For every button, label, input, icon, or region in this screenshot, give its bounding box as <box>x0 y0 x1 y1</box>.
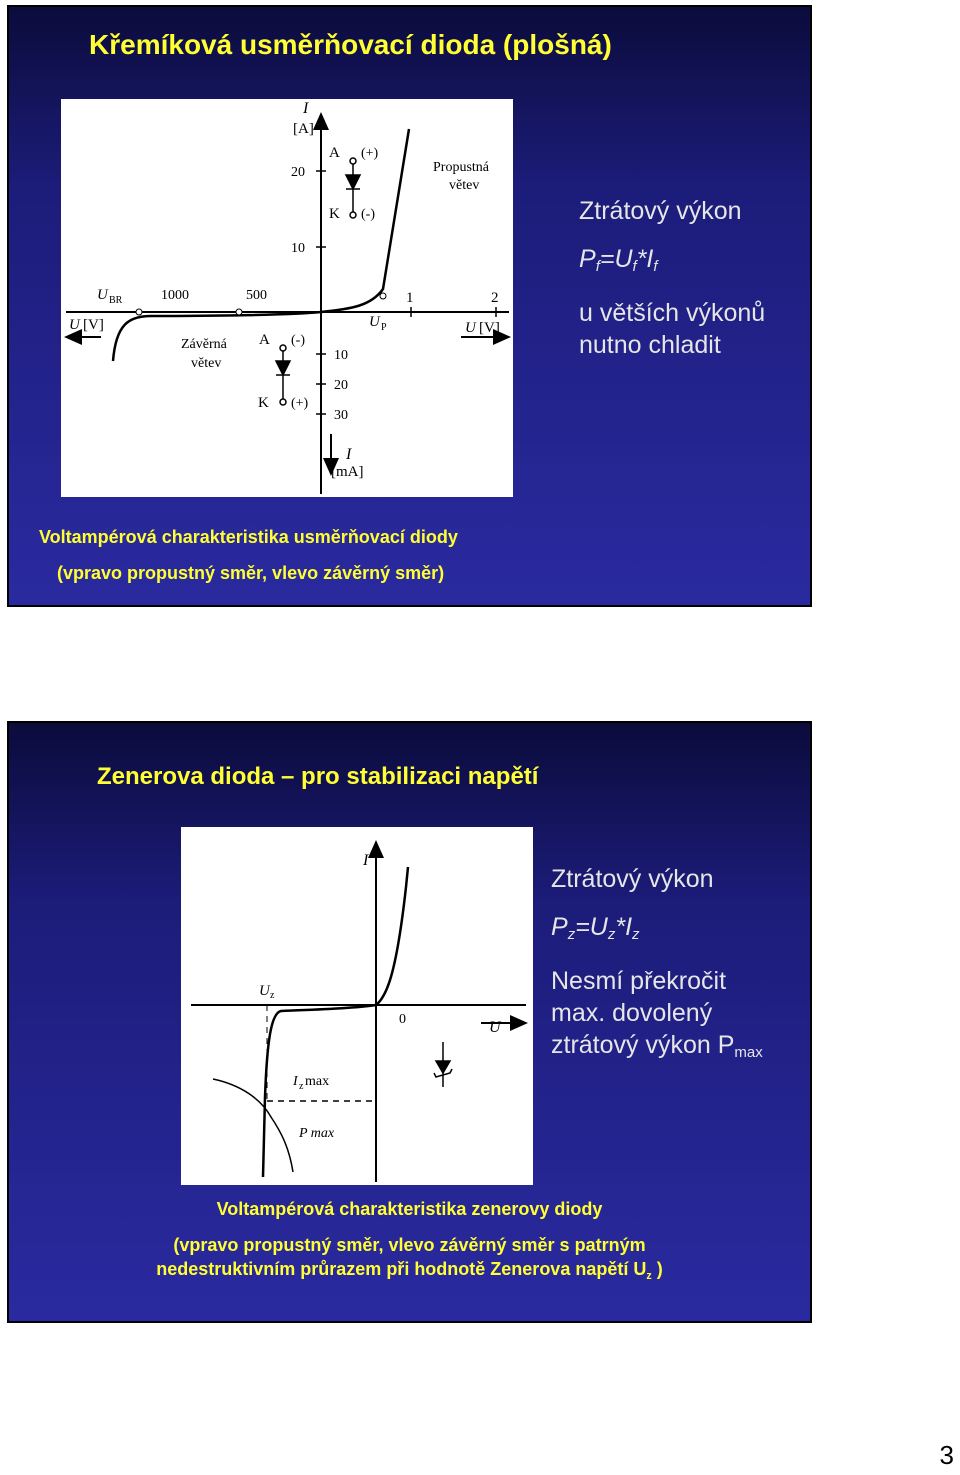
u-axis-label-left: U <box>69 317 80 333</box>
anode-label-rev: A <box>259 332 270 348</box>
u-p-label: U <box>369 314 380 330</box>
tick-30-ma: 30 <box>334 408 348 423</box>
forward-branch-label-1: Propustná <box>433 160 489 175</box>
limit-note-1: Nesmí překročit <box>551 967 727 995</box>
tick-10-ma: 10 <box>334 348 348 363</box>
zener-u-axis-label: U <box>489 1019 501 1036</box>
tick-10-a: 10 <box>291 241 305 256</box>
limit-note-2: max. dovolený <box>551 999 713 1027</box>
iz-max-sub: z <box>299 1081 304 1092</box>
zener-diode-symbol <box>434 1042 452 1087</box>
tick-20-ma: 20 <box>334 378 348 393</box>
i-unit-reverse: [mA] <box>331 464 364 480</box>
tick-20-a: 20 <box>291 165 305 180</box>
zener-power-heading: Ztrátový výkon <box>551 865 714 893</box>
figure-caption-1: Voltampérová charakteristika usměrňovací diody <box>39 527 458 547</box>
tick-500-v: 500 <box>246 288 267 303</box>
cathode-label-rev: K <box>258 395 269 411</box>
i-axis-label: I <box>303 100 309 117</box>
tick-2-v: 2 <box>491 290 499 306</box>
uz-label: U <box>259 983 270 999</box>
cooling-note-1: u větších výkonů <box>579 299 766 327</box>
slide-title: Křemíková usměrňovací dioda (plošná) <box>89 29 612 60</box>
plus-label-rev: (+) <box>291 396 309 411</box>
u-br-marker <box>136 309 142 315</box>
reverse-branch-label-1: Závěrná <box>181 337 227 352</box>
zener-caption-1: Voltampérová charakteristika zenerovy diody <box>216 1199 603 1219</box>
minus-label-rev: (-) <box>291 333 305 348</box>
zener-reverse-curve <box>263 1005 376 1177</box>
forward-branch-label-2: větev <box>449 178 480 193</box>
u-p-sub: P <box>381 322 387 333</box>
u-unit-left: [V] <box>83 317 104 333</box>
reverse-500-marker <box>236 309 242 315</box>
p-max-label: P max <box>299 1126 335 1141</box>
iz-max-label: I <box>293 1074 298 1089</box>
power-loss-heading: Ztrátový výkon <box>579 197 742 225</box>
plus-label-fwd: (+) <box>361 146 379 161</box>
slide-rectifier-diode <box>7 5 812 607</box>
cooling-note-2: nutno chladit <box>579 331 721 359</box>
slide-zener-diode <box>7 721 812 1323</box>
page-number: 3 <box>939 1440 954 1470</box>
uz-sub: z <box>270 990 275 1001</box>
u-axis-label-right: U <box>465 320 476 336</box>
iz-max-tail: max <box>305 1074 330 1089</box>
zener-caption-2: (vpravo propustný směr, vlevo závěrný směr s patrným <box>173 1235 646 1255</box>
zener-iv-graph <box>181 827 533 1185</box>
i-unit-forward: [A] <box>293 121 314 137</box>
i-axis-label-reverse: I <box>346 446 352 463</box>
zener-power-formula: $P_z=U_z*I_z$ <box>551 913 640 943</box>
reverse-branch-label-2: větev <box>191 356 222 371</box>
u-p-marker <box>380 293 386 299</box>
cathode-label-fwd: K <box>329 206 340 222</box>
zener-caption-3: nedestruktivním průrazem při hodnotě Zenerova napětí $U_z$ ) <box>156 1259 663 1282</box>
p-max-curve <box>213 1079 293 1172</box>
tick-1000-v: 1000 <box>161 288 189 303</box>
tick-1-v: 1 <box>406 290 414 306</box>
anode-label-fwd: A <box>329 145 340 161</box>
zener-forward-curve <box>376 867 408 1005</box>
slide-title: Zenerova dioda – pro stabilizaci napětí <box>97 763 539 790</box>
minus-label-fwd: (-) <box>361 207 375 222</box>
zener-i-axis-label: I <box>363 852 369 869</box>
rectifier-iv-graph <box>61 99 513 497</box>
power-formula: $P_f=U_f*I_f$ <box>579 245 658 275</box>
figure-caption-2: (vpravo propustný směr, vlevo závěrný směr) <box>57 563 445 583</box>
reverse-diode-symbol <box>276 345 290 405</box>
power-loss-text <box>579 195 765 361</box>
forward-diode-symbol <box>346 158 360 218</box>
u-br-label: U <box>97 287 108 303</box>
u-unit-right: [V] <box>479 320 500 336</box>
zener-origin-label: 0 <box>399 1012 406 1027</box>
limit-note-3: ztrátový výkon $P_{max}$ <box>551 1031 763 1061</box>
zener-power-text <box>551 863 763 1069</box>
u-br-sub: BR <box>109 295 123 306</box>
